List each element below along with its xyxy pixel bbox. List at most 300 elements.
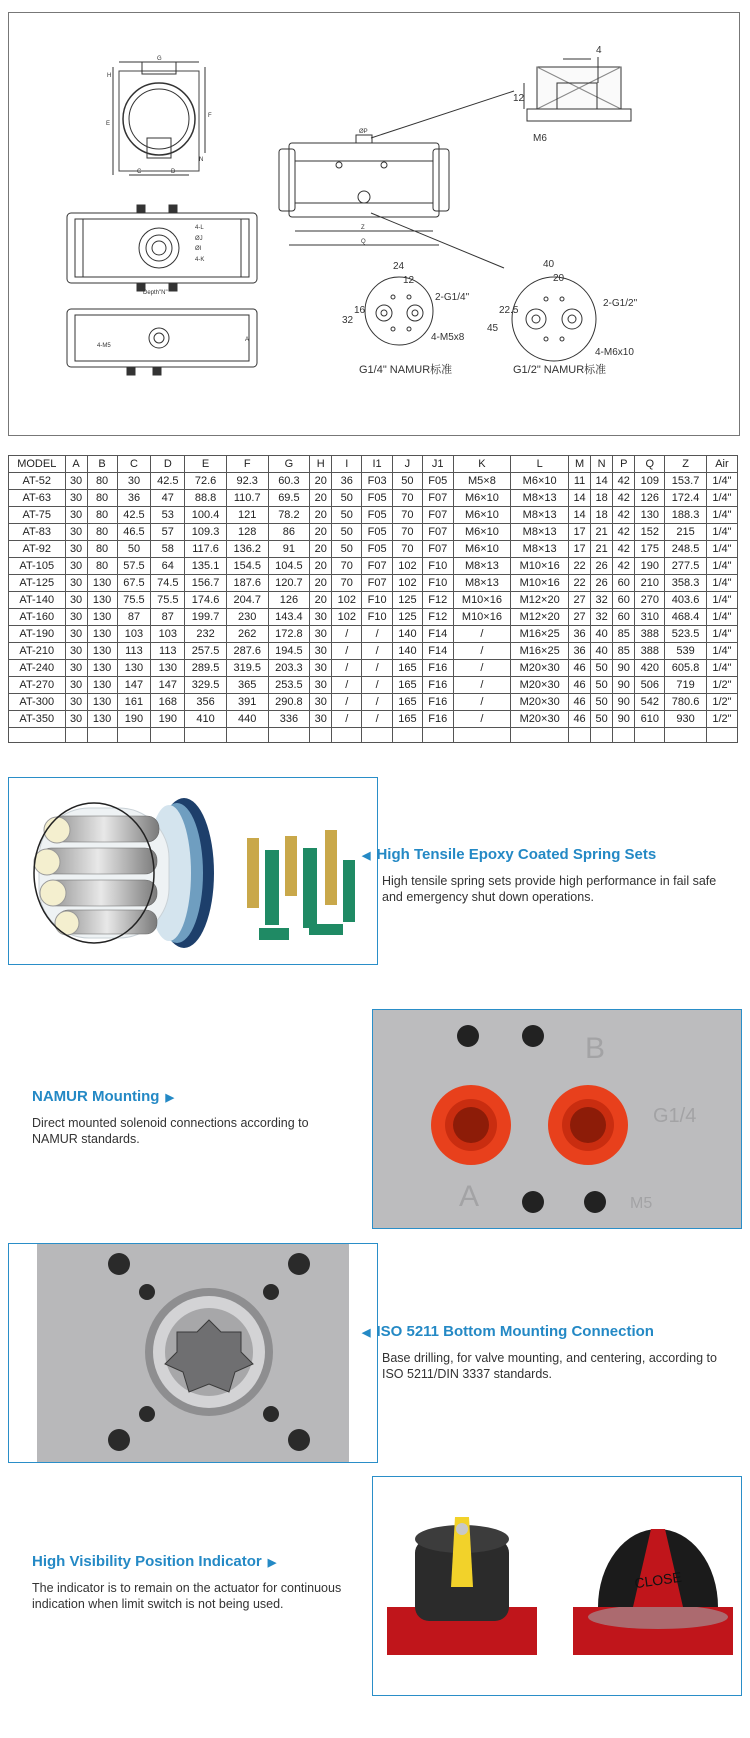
table-cell: 57.5: [117, 558, 151, 575]
table-cell: 50: [332, 524, 362, 541]
table-cell: 50: [392, 473, 422, 490]
table-cell: 128: [226, 524, 268, 541]
table-cell: AT-83: [9, 524, 66, 541]
table-cell: 165: [392, 677, 422, 694]
table-cell: 161: [117, 694, 151, 711]
table-row: [9, 609, 738, 626]
table-cell: 130: [87, 626, 117, 643]
table-cell: 30: [310, 711, 332, 728]
table-cell: 18: [591, 490, 613, 507]
table-cell: F07: [362, 575, 393, 592]
table-cell: M20×30: [511, 677, 569, 694]
table-cell: 120.7: [268, 575, 310, 592]
svg-text:M6: M6: [533, 133, 547, 144]
col-header: J1: [422, 456, 453, 473]
table-cell: /: [453, 694, 511, 711]
svg-text:12: 12: [513, 93, 525, 104]
table-cell: 1/4": [706, 626, 737, 643]
table-cell: 36: [332, 473, 362, 490]
table-cell: 17: [569, 541, 591, 558]
table-cell: 610: [635, 711, 665, 728]
table-cell: /: [453, 711, 511, 728]
table-cell: 36: [569, 626, 591, 643]
table-cell: 130: [87, 677, 117, 694]
svg-text:2-G1/4": 2-G1/4": [435, 292, 470, 303]
svg-text:ØP: ØP: [359, 129, 368, 135]
table-cell: /: [453, 660, 511, 677]
table-cell: 248.5: [665, 541, 707, 558]
table-cell: 147: [117, 677, 151, 694]
table-cell: 126: [635, 490, 665, 507]
col-header: N: [591, 456, 613, 473]
table-cell: 542: [635, 694, 665, 711]
table-cell: 80: [87, 507, 117, 524]
table-cell: 130: [117, 660, 151, 677]
table-cell: M20×30: [511, 711, 569, 728]
table-cell: /: [453, 626, 511, 643]
table-cell: 80: [87, 524, 117, 541]
table-cell: 270: [635, 592, 665, 609]
table-cell: 46.5: [117, 524, 151, 541]
col-header: B: [87, 456, 117, 473]
table-cell: 1/4": [706, 507, 737, 524]
drawing-label: G: [157, 56, 162, 62]
table-cell: 30: [65, 694, 87, 711]
table-cell: 30: [65, 524, 87, 541]
table-cell: 113: [151, 643, 185, 660]
table-cell: 47: [151, 490, 185, 507]
table-cell: M6×10: [453, 507, 511, 524]
table-cell: M16×25: [511, 643, 569, 660]
svg-text:4: 4: [596, 45, 602, 56]
table-cell: 1/4": [706, 643, 737, 660]
table-cell: 21: [591, 524, 613, 541]
table-cell: AT-300: [9, 694, 66, 711]
spring-sets-photo: [8, 777, 378, 965]
table-cell: 117.6: [185, 541, 227, 558]
table-cell: 46: [569, 660, 591, 677]
table-cell: 36: [569, 643, 591, 660]
table-cell: 92.3: [226, 473, 268, 490]
table-cell: 30: [310, 626, 332, 643]
table-cell: 410: [185, 711, 227, 728]
table-cell: 30: [65, 711, 87, 728]
table-cell: 90: [613, 660, 635, 677]
table-cell: 140: [392, 643, 422, 660]
table-cell: 172.8: [268, 626, 310, 643]
table-cell: 174.6: [185, 592, 227, 609]
table-cell: 125: [392, 609, 422, 626]
table-cell: 14: [591, 473, 613, 490]
table-cell: 42: [613, 558, 635, 575]
table-cell: 153.7: [665, 473, 707, 490]
feature-title: ◀ High Tensile Epoxy Coated Spring Sets: [362, 846, 657, 863]
table-cell: AT-75: [9, 507, 66, 524]
table-cell: 26: [591, 558, 613, 575]
table-cell: 356: [185, 694, 227, 711]
feature-spring-sets: [362, 846, 722, 905]
table-cell: M8×13: [511, 507, 569, 524]
table-cell: 523.5: [665, 626, 707, 643]
table-cell: 20: [310, 507, 332, 524]
table-cell: F05: [362, 524, 393, 541]
table-cell: 388: [635, 626, 665, 643]
table-cell: 102: [332, 592, 362, 609]
table-cell: 253.5: [268, 677, 310, 694]
table-cell: 20: [310, 541, 332, 558]
svg-text:40: 40: [543, 259, 555, 270]
table-cell: 440: [226, 711, 268, 728]
table-cell: 289.5: [185, 660, 227, 677]
table-cell: 194.5: [268, 643, 310, 660]
table-cell: 290.8: [268, 694, 310, 711]
table-cell: F10: [362, 609, 393, 626]
table-cell: 605.8: [665, 660, 707, 677]
feature-position-indicator: [32, 1553, 372, 1612]
namur-small-caption: G1/4" NAMUR标准: [359, 364, 453, 376]
table-row: [9, 626, 738, 643]
side-view-drawing: [67, 309, 257, 375]
feature-namur: [32, 1088, 332, 1147]
table-cell: AT-270: [9, 677, 66, 694]
table-cell: 30: [65, 609, 87, 626]
table-cell: 42: [613, 473, 635, 490]
table-cell: 60: [613, 609, 635, 626]
table-cell: 60.3: [268, 473, 310, 490]
table-cell: F16: [422, 711, 453, 728]
table-cell: 780.6: [665, 694, 707, 711]
table-cell: 1/4": [706, 473, 737, 490]
table-cell: M10×16: [511, 575, 569, 592]
col-header: E: [185, 456, 227, 473]
col-header: I: [332, 456, 362, 473]
iso-mounting-photo: [8, 1243, 378, 1463]
table-cell: 46: [569, 711, 591, 728]
table-cell: 32: [591, 609, 613, 626]
col-header: Z: [665, 456, 707, 473]
table-cell: 60: [613, 592, 635, 609]
table-cell: 42: [613, 507, 635, 524]
table-cell: F03: [362, 473, 393, 490]
table-cell: 287.6: [226, 643, 268, 660]
table-cell: M8×13: [511, 490, 569, 507]
feature-description: Base drilling, for valve mounting, and centering, according to ISO 5211/DIN 3337 standards.: [382, 1351, 717, 1381]
table-cell: M6×10: [453, 490, 511, 507]
table-cell: 46: [569, 694, 591, 711]
table-cell: AT-125: [9, 575, 66, 592]
table-cell: 175: [635, 541, 665, 558]
table-cell: 199.7: [185, 609, 227, 626]
table-cell: 40: [591, 626, 613, 643]
table-cell: /: [332, 626, 362, 643]
table-cell: /: [332, 711, 362, 728]
svg-text:N: N: [199, 157, 204, 163]
table-cell: M10×16: [511, 558, 569, 575]
table-cell: 53: [151, 507, 185, 524]
table-cell: 70: [392, 541, 422, 558]
table-cell: 1/4": [706, 660, 737, 677]
table-cell: 42: [613, 524, 635, 541]
table-cell: 30: [65, 473, 87, 490]
spring-pile: [247, 830, 355, 940]
table-cell: /: [332, 643, 362, 660]
table-row: [9, 541, 738, 558]
table-cell: 67.5: [117, 575, 151, 592]
col-header: P: [613, 456, 635, 473]
table-cell: 103: [151, 626, 185, 643]
col-header: G: [268, 456, 310, 473]
position-indicator-photo: [372, 1476, 742, 1696]
table-cell: M20×30: [511, 694, 569, 711]
table-cell: 152: [635, 524, 665, 541]
table-cell: 135.1: [185, 558, 227, 575]
feature-iso-5211: [362, 1323, 732, 1382]
front-view-drawing: [279, 91, 514, 268]
table-cell: 30: [65, 626, 87, 643]
table-cell: 70: [332, 575, 362, 592]
table-cell: 190: [117, 711, 151, 728]
table-cell: 30: [65, 660, 87, 677]
table-cell: M10×16: [453, 609, 511, 626]
table-cell: 87: [117, 609, 151, 626]
table-row: [9, 558, 738, 575]
table-cell: 30: [310, 643, 332, 660]
table-cell: 14: [569, 490, 591, 507]
table-cell: 125: [392, 592, 422, 609]
table-cell: 104.5: [268, 558, 310, 575]
table-cell: 50: [591, 694, 613, 711]
table-cell: 26: [591, 575, 613, 592]
svg-text:Depth"N": Depth"N": [143, 290, 168, 296]
table-cell: 30: [65, 490, 87, 507]
table-cell: 506: [635, 677, 665, 694]
table-cell: 336: [268, 711, 310, 728]
table-cell: F05: [362, 507, 393, 524]
svg-text:32: 32: [342, 315, 354, 326]
svg-text:24: 24: [393, 261, 405, 272]
table-cell: 365: [226, 677, 268, 694]
table-cell: 230: [226, 609, 268, 626]
col-header: L: [511, 456, 569, 473]
table-cell: 130: [87, 660, 117, 677]
table-cell: M8×13: [453, 558, 511, 575]
table-cell: 210: [635, 575, 665, 592]
table-cell: 319.5: [226, 660, 268, 677]
table-cell: F16: [422, 677, 453, 694]
table-cell: 14: [569, 507, 591, 524]
table-cell: 86: [268, 524, 310, 541]
table-cell: 90: [613, 711, 635, 728]
table-cell: F07: [422, 490, 453, 507]
table-cell: 130: [87, 711, 117, 728]
table-cell: M6×10: [453, 541, 511, 558]
feature-title: NAMUR Mounting ▶: [32, 1088, 174, 1105]
table-cell: 50: [332, 490, 362, 507]
table-cell: 57: [151, 524, 185, 541]
svg-text:CLOSE: CLOSE: [633, 1568, 683, 1592]
namur-large-caption: G1/2" NAMUR标准: [513, 364, 607, 376]
table-cell: 539: [665, 643, 707, 660]
feature-description: Direct mounted solenoid connections according to NAMUR standards.: [32, 1116, 309, 1146]
table-cell: 60: [613, 575, 635, 592]
table-cell: 156.7: [185, 575, 227, 592]
table-cell: 187.6: [226, 575, 268, 592]
table-cell: AT-92: [9, 541, 66, 558]
table-cell: 58: [151, 541, 185, 558]
table-cell: 30: [65, 541, 87, 558]
table-cell: 215: [665, 524, 707, 541]
svg-text:22.5: 22.5: [499, 305, 519, 316]
table-body: [9, 473, 738, 743]
table-row: [9, 677, 738, 694]
table-cell: 46: [569, 677, 591, 694]
svg-text:A: A: [245, 337, 250, 343]
table-cell: 27: [569, 609, 591, 626]
table-cell: F10: [422, 558, 453, 575]
col-header: J: [392, 456, 422, 473]
table-cell: M10×16: [453, 592, 511, 609]
table-cell: 468.4: [665, 609, 707, 626]
table-cell: 80: [87, 558, 117, 575]
table-cell: 75.5: [117, 592, 151, 609]
table-cell: 1/4": [706, 490, 737, 507]
svg-text:16: 16: [354, 305, 366, 316]
table-cell: AT-52: [9, 473, 66, 490]
table-cell: F05: [362, 541, 393, 558]
table-cell: 1/4": [706, 558, 737, 575]
table-cell: 22: [569, 558, 591, 575]
table-cell: 69.5: [268, 490, 310, 507]
table-cell: 17: [569, 524, 591, 541]
table-cell: 30: [65, 677, 87, 694]
table-cell: 85: [613, 643, 635, 660]
table-cell: F07: [422, 524, 453, 541]
table-cell: /: [362, 694, 393, 711]
table-cell: F10: [362, 592, 393, 609]
svg-text:2-G1/2": 2-G1/2": [603, 298, 638, 309]
svg-text:H: H: [107, 73, 112, 79]
table-row: [9, 592, 738, 609]
table-row: [9, 660, 738, 677]
table-cell: 154.5: [226, 558, 268, 575]
table-cell: 32: [591, 592, 613, 609]
table-cell: F05: [362, 490, 393, 507]
table-row: [9, 490, 738, 507]
svg-text:D: D: [171, 169, 176, 175]
table-cell: 420: [635, 660, 665, 677]
table-cell: M12×20: [511, 609, 569, 626]
col-header: I1: [362, 456, 393, 473]
table-cell: 130: [87, 694, 117, 711]
table-cell: 190: [635, 558, 665, 575]
table-cell: 102: [332, 609, 362, 626]
table-cell: F07: [422, 507, 453, 524]
table-cell: 1/4": [706, 541, 737, 558]
svg-text:4-K: 4-K: [195, 257, 205, 263]
table-cell: 21: [591, 541, 613, 558]
table-cell: 391: [226, 694, 268, 711]
col-header: H: [310, 456, 332, 473]
table-cell: 30: [65, 558, 87, 575]
svg-text:E: E: [106, 121, 111, 127]
table-cell: 109: [635, 473, 665, 490]
table-cell: 74.5: [151, 575, 185, 592]
table-cell: /: [362, 643, 393, 660]
table-cell: 30: [117, 473, 151, 490]
feature-description: High tensile spring sets provide high performance in fail safe and emergency shut down operations.: [382, 874, 717, 904]
table-cell: 11: [569, 473, 591, 490]
shaft-detail-drawing: [513, 45, 631, 144]
table-cell: 165: [392, 694, 422, 711]
table-cell: 91: [268, 541, 310, 558]
col-header: M: [569, 456, 591, 473]
table-cell: 50: [117, 541, 151, 558]
table-cell: AT-210: [9, 643, 66, 660]
svg-text:Z: Z: [361, 225, 365, 231]
table-cell: 42.5: [151, 473, 185, 490]
table-cell: 50: [591, 660, 613, 677]
svg-text:45: 45: [487, 323, 499, 334]
table-cell: M6×10: [511, 473, 569, 490]
table-cell: 80: [87, 473, 117, 490]
table-row-empty: [9, 728, 738, 743]
table-cell: 30: [65, 575, 87, 592]
table-cell: 85: [613, 626, 635, 643]
table-cell: 30: [310, 677, 332, 694]
table-cell: 20: [310, 490, 332, 507]
col-header: A: [65, 456, 87, 473]
table-cell: /: [453, 643, 511, 660]
table-cell: 87: [151, 609, 185, 626]
table-cell: 1/4": [706, 592, 737, 609]
table-cell: 100.4: [185, 507, 227, 524]
table-row: [9, 711, 738, 728]
svg-text:B: B: [585, 1032, 606, 1065]
table-cell: 1/2": [706, 677, 737, 694]
table-cell: 27: [569, 592, 591, 609]
table-cell: M12×20: [511, 592, 569, 609]
table-row: [9, 643, 738, 660]
table-cell: 262: [226, 626, 268, 643]
table-cell: /: [332, 694, 362, 711]
table-cell: 50: [332, 507, 362, 524]
table-cell: 18: [591, 507, 613, 524]
table-cell: 121: [226, 507, 268, 524]
table-cell: 165: [392, 660, 422, 677]
table-cell: 310: [635, 609, 665, 626]
table-cell: 40: [591, 643, 613, 660]
table-cell: /: [362, 660, 393, 677]
table-cell: 257.5: [185, 643, 227, 660]
table-cell: 277.5: [665, 558, 707, 575]
table-cell: F14: [422, 643, 453, 660]
table-cell: 22: [569, 575, 591, 592]
table-cell: 140: [392, 626, 422, 643]
table-cell: 70: [392, 490, 422, 507]
table-cell: AT-105: [9, 558, 66, 575]
table-cell: M16×25: [511, 626, 569, 643]
table-cell: F16: [422, 694, 453, 711]
svg-text:G1/4: G1/4: [653, 1105, 697, 1127]
table-cell: 78.2: [268, 507, 310, 524]
table-cell: /: [332, 660, 362, 677]
table-cell: 358.3: [665, 575, 707, 592]
table-cell: M5×8: [453, 473, 511, 490]
svg-text:F: F: [208, 113, 212, 119]
table-cell: 103: [117, 626, 151, 643]
svg-text:M5: M5: [630, 1195, 653, 1212]
table-cell: 168: [151, 694, 185, 711]
